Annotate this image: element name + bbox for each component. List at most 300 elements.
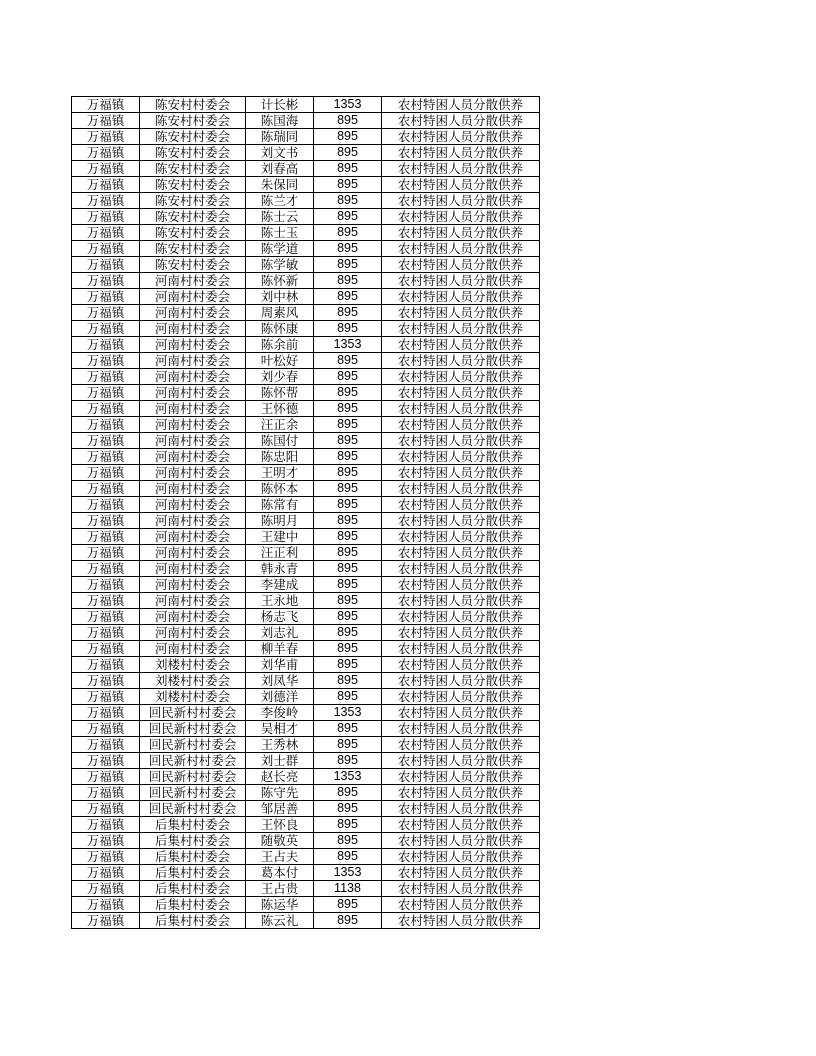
amount-cell: 895 bbox=[314, 321, 382, 337]
support-type-cell: 农村特困人员分散供养 bbox=[382, 545, 540, 561]
person-name-cell: 陈国海 bbox=[246, 113, 314, 129]
amount-cell: 895 bbox=[314, 689, 382, 705]
person-name-cell: 王明才 bbox=[246, 465, 314, 481]
table-row bbox=[72, 721, 540, 737]
amount-cell: 895 bbox=[314, 753, 382, 769]
person-name-cell: 陈国付 bbox=[246, 433, 314, 449]
table-row bbox=[72, 369, 540, 385]
village-committee-cell: 后集村村委会 bbox=[140, 817, 246, 833]
table-row bbox=[72, 449, 540, 465]
town-cell: 万福镇 bbox=[72, 609, 140, 625]
support-type-cell: 农村特困人员分散供养 bbox=[382, 817, 540, 833]
amount-cell: 895 bbox=[314, 577, 382, 593]
amount-cell: 895 bbox=[314, 241, 382, 257]
village-committee-cell: 陈安村村委会 bbox=[140, 113, 246, 129]
amount-cell: 1353 bbox=[314, 865, 382, 881]
village-committee-cell: 陈安村村委会 bbox=[140, 145, 246, 161]
village-committee-cell: 河南村村委会 bbox=[140, 497, 246, 513]
support-type-cell: 农村特困人员分散供养 bbox=[382, 737, 540, 753]
support-type-cell: 农村特困人员分散供养 bbox=[382, 209, 540, 225]
amount-cell: 895 bbox=[314, 193, 382, 209]
village-committee-cell: 河南村村委会 bbox=[140, 369, 246, 385]
town-cell: 万福镇 bbox=[72, 625, 140, 641]
table-row bbox=[72, 865, 540, 881]
amount-cell: 1353 bbox=[314, 337, 382, 353]
amount-cell: 895 bbox=[314, 385, 382, 401]
town-cell: 万福镇 bbox=[72, 177, 140, 193]
table-row bbox=[72, 321, 540, 337]
support-type-cell: 农村特困人员分散供养 bbox=[382, 609, 540, 625]
town-cell: 万福镇 bbox=[72, 785, 140, 801]
village-committee-cell: 陈安村村委会 bbox=[140, 193, 246, 209]
support-type-cell: 农村特困人员分散供养 bbox=[382, 673, 540, 689]
table-body bbox=[72, 97, 540, 929]
person-name-cell: 葛本付 bbox=[246, 865, 314, 881]
village-committee-cell: 回民新村村委会 bbox=[140, 721, 246, 737]
town-cell: 万福镇 bbox=[72, 337, 140, 353]
amount-cell: 895 bbox=[314, 801, 382, 817]
village-committee-cell: 陈安村村委会 bbox=[140, 241, 246, 257]
amount-cell: 895 bbox=[314, 401, 382, 417]
amount-cell: 1138 bbox=[314, 881, 382, 897]
amount-cell: 895 bbox=[314, 369, 382, 385]
table-row bbox=[72, 737, 540, 753]
person-name-cell: 刘中林 bbox=[246, 289, 314, 305]
table-row bbox=[72, 481, 540, 497]
table-row bbox=[72, 497, 540, 513]
village-committee-cell: 回民新村村委会 bbox=[140, 737, 246, 753]
amount-cell: 895 bbox=[314, 529, 382, 545]
village-committee-cell: 河南村村委会 bbox=[140, 353, 246, 369]
support-type-cell: 农村特困人员分散供养 bbox=[382, 353, 540, 369]
amount-cell: 895 bbox=[314, 145, 382, 161]
table-row bbox=[72, 145, 540, 161]
person-name-cell: 陈怀康 bbox=[246, 321, 314, 337]
town-cell: 万福镇 bbox=[72, 385, 140, 401]
village-committee-cell: 河南村村委会 bbox=[140, 561, 246, 577]
person-name-cell: 陈明月 bbox=[246, 513, 314, 529]
table-row bbox=[72, 881, 540, 897]
person-name-cell: 赵长亮 bbox=[246, 769, 314, 785]
support-type-cell: 农村特困人员分散供养 bbox=[382, 593, 540, 609]
person-name-cell: 王建中 bbox=[246, 529, 314, 545]
village-committee-cell: 河南村村委会 bbox=[140, 273, 246, 289]
support-type-cell: 农村特困人员分散供养 bbox=[382, 481, 540, 497]
village-committee-cell: 回民新村村委会 bbox=[140, 769, 246, 785]
beneficiary-table bbox=[71, 96, 540, 929]
person-name-cell: 朱保同 bbox=[246, 177, 314, 193]
amount-cell: 895 bbox=[314, 545, 382, 561]
support-type-cell: 农村特困人员分散供养 bbox=[382, 657, 540, 673]
support-type-cell: 农村特困人员分散供养 bbox=[382, 97, 540, 113]
support-type-cell: 农村特困人员分散供养 bbox=[382, 401, 540, 417]
support-type-cell: 农村特困人员分散供养 bbox=[382, 369, 540, 385]
support-type-cell: 农村特困人员分散供养 bbox=[382, 913, 540, 929]
town-cell: 万福镇 bbox=[72, 721, 140, 737]
person-name-cell: 汪正利 bbox=[246, 545, 314, 561]
town-cell: 万福镇 bbox=[72, 273, 140, 289]
amount-cell: 895 bbox=[314, 465, 382, 481]
town-cell: 万福镇 bbox=[72, 497, 140, 513]
support-type-cell: 农村特困人员分散供养 bbox=[382, 689, 540, 705]
town-cell: 万福镇 bbox=[72, 417, 140, 433]
village-committee-cell: 河南村村委会 bbox=[140, 401, 246, 417]
person-name-cell: 陈余前 bbox=[246, 337, 314, 353]
village-committee-cell: 河南村村委会 bbox=[140, 529, 246, 545]
support-type-cell: 农村特困人员分散供养 bbox=[382, 113, 540, 129]
support-type-cell: 农村特困人员分散供养 bbox=[382, 849, 540, 865]
table-row bbox=[72, 705, 540, 721]
support-type-cell: 农村特困人员分散供养 bbox=[382, 337, 540, 353]
person-name-cell: 刘德洋 bbox=[246, 689, 314, 705]
village-committee-cell: 陈安村村委会 bbox=[140, 161, 246, 177]
village-committee-cell: 河南村村委会 bbox=[140, 433, 246, 449]
village-committee-cell: 后集村村委会 bbox=[140, 897, 246, 913]
town-cell: 万福镇 bbox=[72, 593, 140, 609]
amount-cell: 895 bbox=[314, 257, 382, 273]
table-row bbox=[72, 209, 540, 225]
person-name-cell: 李建成 bbox=[246, 577, 314, 593]
support-type-cell: 农村特困人员分散供养 bbox=[382, 785, 540, 801]
person-name-cell: 王秀林 bbox=[246, 737, 314, 753]
village-committee-cell: 刘楼村村委会 bbox=[140, 657, 246, 673]
table-row bbox=[72, 433, 540, 449]
village-committee-cell: 河南村村委会 bbox=[140, 609, 246, 625]
table-row bbox=[72, 785, 540, 801]
table-row bbox=[72, 545, 540, 561]
village-committee-cell: 后集村村委会 bbox=[140, 881, 246, 897]
table-row bbox=[72, 577, 540, 593]
amount-cell: 895 bbox=[314, 433, 382, 449]
amount-cell: 895 bbox=[314, 897, 382, 913]
table-row bbox=[72, 177, 540, 193]
amount-cell: 895 bbox=[314, 129, 382, 145]
amount-cell: 895 bbox=[314, 225, 382, 241]
amount-cell: 895 bbox=[314, 833, 382, 849]
table-row bbox=[72, 529, 540, 545]
amount-cell: 895 bbox=[314, 593, 382, 609]
support-type-cell: 农村特困人员分散供养 bbox=[382, 497, 540, 513]
table-row bbox=[72, 193, 540, 209]
person-name-cell: 韩永青 bbox=[246, 561, 314, 577]
person-name-cell: 陈士云 bbox=[246, 209, 314, 225]
village-committee-cell: 刘楼村村委会 bbox=[140, 673, 246, 689]
town-cell: 万福镇 bbox=[72, 401, 140, 417]
town-cell: 万福镇 bbox=[72, 897, 140, 913]
person-name-cell: 邹居善 bbox=[246, 801, 314, 817]
village-committee-cell: 河南村村委会 bbox=[140, 417, 246, 433]
town-cell: 万福镇 bbox=[72, 481, 140, 497]
person-name-cell: 陈瑞同 bbox=[246, 129, 314, 145]
support-type-cell: 农村特困人员分散供养 bbox=[382, 321, 540, 337]
support-type-cell: 农村特困人员分散供养 bbox=[382, 801, 540, 817]
amount-cell: 895 bbox=[314, 353, 382, 369]
amount-cell: 895 bbox=[314, 209, 382, 225]
table-row bbox=[72, 753, 540, 769]
town-cell: 万福镇 bbox=[72, 641, 140, 657]
person-name-cell: 周素风 bbox=[246, 305, 314, 321]
amount-cell: 895 bbox=[314, 113, 382, 129]
person-name-cell: 陈学道 bbox=[246, 241, 314, 257]
town-cell: 万福镇 bbox=[72, 833, 140, 849]
amount-cell: 895 bbox=[314, 305, 382, 321]
support-type-cell: 农村特困人员分散供养 bbox=[382, 225, 540, 241]
village-committee-cell: 陈安村村委会 bbox=[140, 129, 246, 145]
town-cell: 万福镇 bbox=[72, 545, 140, 561]
village-committee-cell: 陈安村村委会 bbox=[140, 225, 246, 241]
table-row bbox=[72, 833, 540, 849]
village-committee-cell: 回民新村村委会 bbox=[140, 753, 246, 769]
support-type-cell: 农村特困人员分散供养 bbox=[382, 865, 540, 881]
table-row bbox=[72, 401, 540, 417]
table-row bbox=[72, 273, 540, 289]
person-name-cell: 刘士群 bbox=[246, 753, 314, 769]
table-row bbox=[72, 257, 540, 273]
village-committee-cell: 后集村村委会 bbox=[140, 849, 246, 865]
table-row bbox=[72, 353, 540, 369]
town-cell: 万福镇 bbox=[72, 449, 140, 465]
village-committee-cell: 河南村村委会 bbox=[140, 577, 246, 593]
amount-cell: 895 bbox=[314, 417, 382, 433]
support-type-cell: 农村特困人员分散供养 bbox=[382, 129, 540, 145]
town-cell: 万福镇 bbox=[72, 561, 140, 577]
amount-cell: 895 bbox=[314, 449, 382, 465]
support-type-cell: 农村特困人员分散供养 bbox=[382, 177, 540, 193]
person-name-cell: 刘少春 bbox=[246, 369, 314, 385]
table-row bbox=[72, 465, 540, 481]
amount-cell: 895 bbox=[314, 561, 382, 577]
village-committee-cell: 河南村村委会 bbox=[140, 337, 246, 353]
town-cell: 万福镇 bbox=[72, 321, 140, 337]
town-cell: 万福镇 bbox=[72, 353, 140, 369]
village-committee-cell: 后集村村委会 bbox=[140, 913, 246, 929]
town-cell: 万福镇 bbox=[72, 913, 140, 929]
amount-cell: 895 bbox=[314, 497, 382, 513]
town-cell: 万福镇 bbox=[72, 801, 140, 817]
person-name-cell: 杨志飞 bbox=[246, 609, 314, 625]
amount-cell: 895 bbox=[314, 657, 382, 673]
amount-cell: 1353 bbox=[314, 97, 382, 113]
table-row bbox=[72, 913, 540, 929]
support-type-cell: 农村特困人员分散供养 bbox=[382, 769, 540, 785]
village-committee-cell: 陈安村村委会 bbox=[140, 177, 246, 193]
village-committee-cell: 陈安村村委会 bbox=[140, 257, 246, 273]
support-type-cell: 农村特困人员分散供养 bbox=[382, 753, 540, 769]
person-name-cell: 王永地 bbox=[246, 593, 314, 609]
table-row bbox=[72, 225, 540, 241]
town-cell: 万福镇 bbox=[72, 465, 140, 481]
town-cell: 万福镇 bbox=[72, 209, 140, 225]
amount-cell: 895 bbox=[314, 737, 382, 753]
town-cell: 万福镇 bbox=[72, 657, 140, 673]
town-cell: 万福镇 bbox=[72, 241, 140, 257]
support-type-cell: 农村特困人员分散供养 bbox=[382, 305, 540, 321]
village-committee-cell: 河南村村委会 bbox=[140, 593, 246, 609]
table-row bbox=[72, 129, 540, 145]
village-committee-cell: 河南村村委会 bbox=[140, 481, 246, 497]
support-type-cell: 农村特困人员分散供养 bbox=[382, 577, 540, 593]
support-type-cell: 农村特困人员分散供养 bbox=[382, 705, 540, 721]
table-row bbox=[72, 641, 540, 657]
town-cell: 万福镇 bbox=[72, 145, 140, 161]
person-name-cell: 王怀良 bbox=[246, 817, 314, 833]
table-row bbox=[72, 849, 540, 865]
table-row bbox=[72, 337, 540, 353]
village-committee-cell: 河南村村委会 bbox=[140, 641, 246, 657]
table-row bbox=[72, 385, 540, 401]
town-cell: 万福镇 bbox=[72, 737, 140, 753]
amount-cell: 895 bbox=[314, 161, 382, 177]
table-row bbox=[72, 241, 540, 257]
table-row bbox=[72, 417, 540, 433]
support-type-cell: 农村特困人员分散供养 bbox=[382, 241, 540, 257]
person-name-cell: 随敬英 bbox=[246, 833, 314, 849]
town-cell: 万福镇 bbox=[72, 113, 140, 129]
amount-cell: 1353 bbox=[314, 705, 382, 721]
support-type-cell: 农村特困人员分散供养 bbox=[382, 449, 540, 465]
table-row bbox=[72, 561, 540, 577]
village-committee-cell: 河南村村委会 bbox=[140, 289, 246, 305]
village-committee-cell: 河南村村委会 bbox=[140, 513, 246, 529]
support-type-cell: 农村特困人员分散供养 bbox=[382, 385, 540, 401]
village-committee-cell: 回民新村村委会 bbox=[140, 705, 246, 721]
village-committee-cell: 陈安村村委会 bbox=[140, 97, 246, 113]
amount-cell: 895 bbox=[314, 913, 382, 929]
support-type-cell: 农村特困人员分散供养 bbox=[382, 289, 540, 305]
village-committee-cell: 河南村村委会 bbox=[140, 321, 246, 337]
person-name-cell: 王怀德 bbox=[246, 401, 314, 417]
village-committee-cell: 陈安村村委会 bbox=[140, 209, 246, 225]
town-cell: 万福镇 bbox=[72, 817, 140, 833]
table-row bbox=[72, 513, 540, 529]
town-cell: 万福镇 bbox=[72, 689, 140, 705]
town-cell: 万福镇 bbox=[72, 865, 140, 881]
support-type-cell: 农村特困人员分散供养 bbox=[382, 193, 540, 209]
support-type-cell: 农村特困人员分散供养 bbox=[382, 881, 540, 897]
amount-cell: 895 bbox=[314, 289, 382, 305]
table-row bbox=[72, 161, 540, 177]
table-row bbox=[72, 801, 540, 817]
amount-cell: 895 bbox=[314, 673, 382, 689]
person-name-cell: 陈运华 bbox=[246, 897, 314, 913]
table-row bbox=[72, 769, 540, 785]
town-cell: 万福镇 bbox=[72, 705, 140, 721]
support-type-cell: 农村特困人员分散供养 bbox=[382, 833, 540, 849]
amount-cell: 895 bbox=[314, 273, 382, 289]
town-cell: 万福镇 bbox=[72, 433, 140, 449]
table-row bbox=[72, 289, 540, 305]
amount-cell: 895 bbox=[314, 817, 382, 833]
village-committee-cell: 河南村村委会 bbox=[140, 449, 246, 465]
support-type-cell: 农村特困人员分散供养 bbox=[382, 273, 540, 289]
person-name-cell: 叶松好 bbox=[246, 353, 314, 369]
amount-cell: 895 bbox=[314, 481, 382, 497]
person-name-cell: 陈忠阳 bbox=[246, 449, 314, 465]
person-name-cell: 陈学敏 bbox=[246, 257, 314, 273]
support-type-cell: 农村特困人员分散供养 bbox=[382, 145, 540, 161]
person-name-cell: 陈兰才 bbox=[246, 193, 314, 209]
town-cell: 万福镇 bbox=[72, 289, 140, 305]
amount-cell: 895 bbox=[314, 609, 382, 625]
village-committee-cell: 后集村村委会 bbox=[140, 833, 246, 849]
table-row bbox=[72, 625, 540, 641]
support-type-cell: 农村特困人员分散供养 bbox=[382, 897, 540, 913]
person-name-cell: 刘凤华 bbox=[246, 673, 314, 689]
town-cell: 万福镇 bbox=[72, 129, 140, 145]
amount-cell: 1353 bbox=[314, 769, 382, 785]
village-committee-cell: 后集村村委会 bbox=[140, 865, 246, 881]
amount-cell: 895 bbox=[314, 625, 382, 641]
person-name-cell: 刘春高 bbox=[246, 161, 314, 177]
amount-cell: 895 bbox=[314, 849, 382, 865]
town-cell: 万福镇 bbox=[72, 193, 140, 209]
support-type-cell: 农村特困人员分散供养 bbox=[382, 641, 540, 657]
support-type-cell: 农村特困人员分散供养 bbox=[382, 465, 540, 481]
person-name-cell: 李俊岭 bbox=[246, 705, 314, 721]
town-cell: 万福镇 bbox=[72, 97, 140, 113]
town-cell: 万福镇 bbox=[72, 225, 140, 241]
support-type-cell: 农村特困人员分散供养 bbox=[382, 257, 540, 273]
person-name-cell: 陈守先 bbox=[246, 785, 314, 801]
amount-cell: 895 bbox=[314, 785, 382, 801]
table-row bbox=[72, 817, 540, 833]
table-row bbox=[72, 305, 540, 321]
table-row bbox=[72, 689, 540, 705]
person-name-cell: 陈士玉 bbox=[246, 225, 314, 241]
village-committee-cell: 回民新村村委会 bbox=[140, 801, 246, 817]
person-name-cell: 柳羊春 bbox=[246, 641, 314, 657]
support-type-cell: 农村特困人员分散供养 bbox=[382, 625, 540, 641]
village-committee-cell: 河南村村委会 bbox=[140, 545, 246, 561]
town-cell: 万福镇 bbox=[72, 305, 140, 321]
support-type-cell: 农村特困人员分散供养 bbox=[382, 721, 540, 737]
support-type-cell: 农村特困人员分散供养 bbox=[382, 561, 540, 577]
town-cell: 万福镇 bbox=[72, 161, 140, 177]
support-type-cell: 农村特困人员分散供养 bbox=[382, 161, 540, 177]
person-name-cell: 陈怀本 bbox=[246, 481, 314, 497]
village-committee-cell: 河南村村委会 bbox=[140, 625, 246, 641]
town-cell: 万福镇 bbox=[72, 673, 140, 689]
support-type-cell: 农村特困人员分散供养 bbox=[382, 513, 540, 529]
town-cell: 万福镇 bbox=[72, 753, 140, 769]
amount-cell: 895 bbox=[314, 513, 382, 529]
town-cell: 万福镇 bbox=[72, 369, 140, 385]
town-cell: 万福镇 bbox=[72, 513, 140, 529]
table-row bbox=[72, 657, 540, 673]
amount-cell: 895 bbox=[314, 177, 382, 193]
person-name-cell: 陈怀新 bbox=[246, 273, 314, 289]
town-cell: 万福镇 bbox=[72, 529, 140, 545]
table-row bbox=[72, 897, 540, 913]
person-name-cell: 陈常有 bbox=[246, 497, 314, 513]
person-name-cell: 刘华甫 bbox=[246, 657, 314, 673]
table-row bbox=[72, 113, 540, 129]
person-name-cell: 陈云礼 bbox=[246, 913, 314, 929]
person-name-cell: 刘文书 bbox=[246, 145, 314, 161]
person-name-cell: 王占贵 bbox=[246, 881, 314, 897]
person-name-cell: 汪正余 bbox=[246, 417, 314, 433]
person-name-cell: 陈怀帮 bbox=[246, 385, 314, 401]
person-name-cell: 计长彬 bbox=[246, 97, 314, 113]
village-committee-cell: 河南村村委会 bbox=[140, 465, 246, 481]
town-cell: 万福镇 bbox=[72, 881, 140, 897]
village-committee-cell: 刘楼村村委会 bbox=[140, 689, 246, 705]
support-type-cell: 农村特困人员分散供养 bbox=[382, 433, 540, 449]
person-name-cell: 吴相才 bbox=[246, 721, 314, 737]
village-committee-cell: 河南村村委会 bbox=[140, 305, 246, 321]
town-cell: 万福镇 bbox=[72, 769, 140, 785]
town-cell: 万福镇 bbox=[72, 257, 140, 273]
